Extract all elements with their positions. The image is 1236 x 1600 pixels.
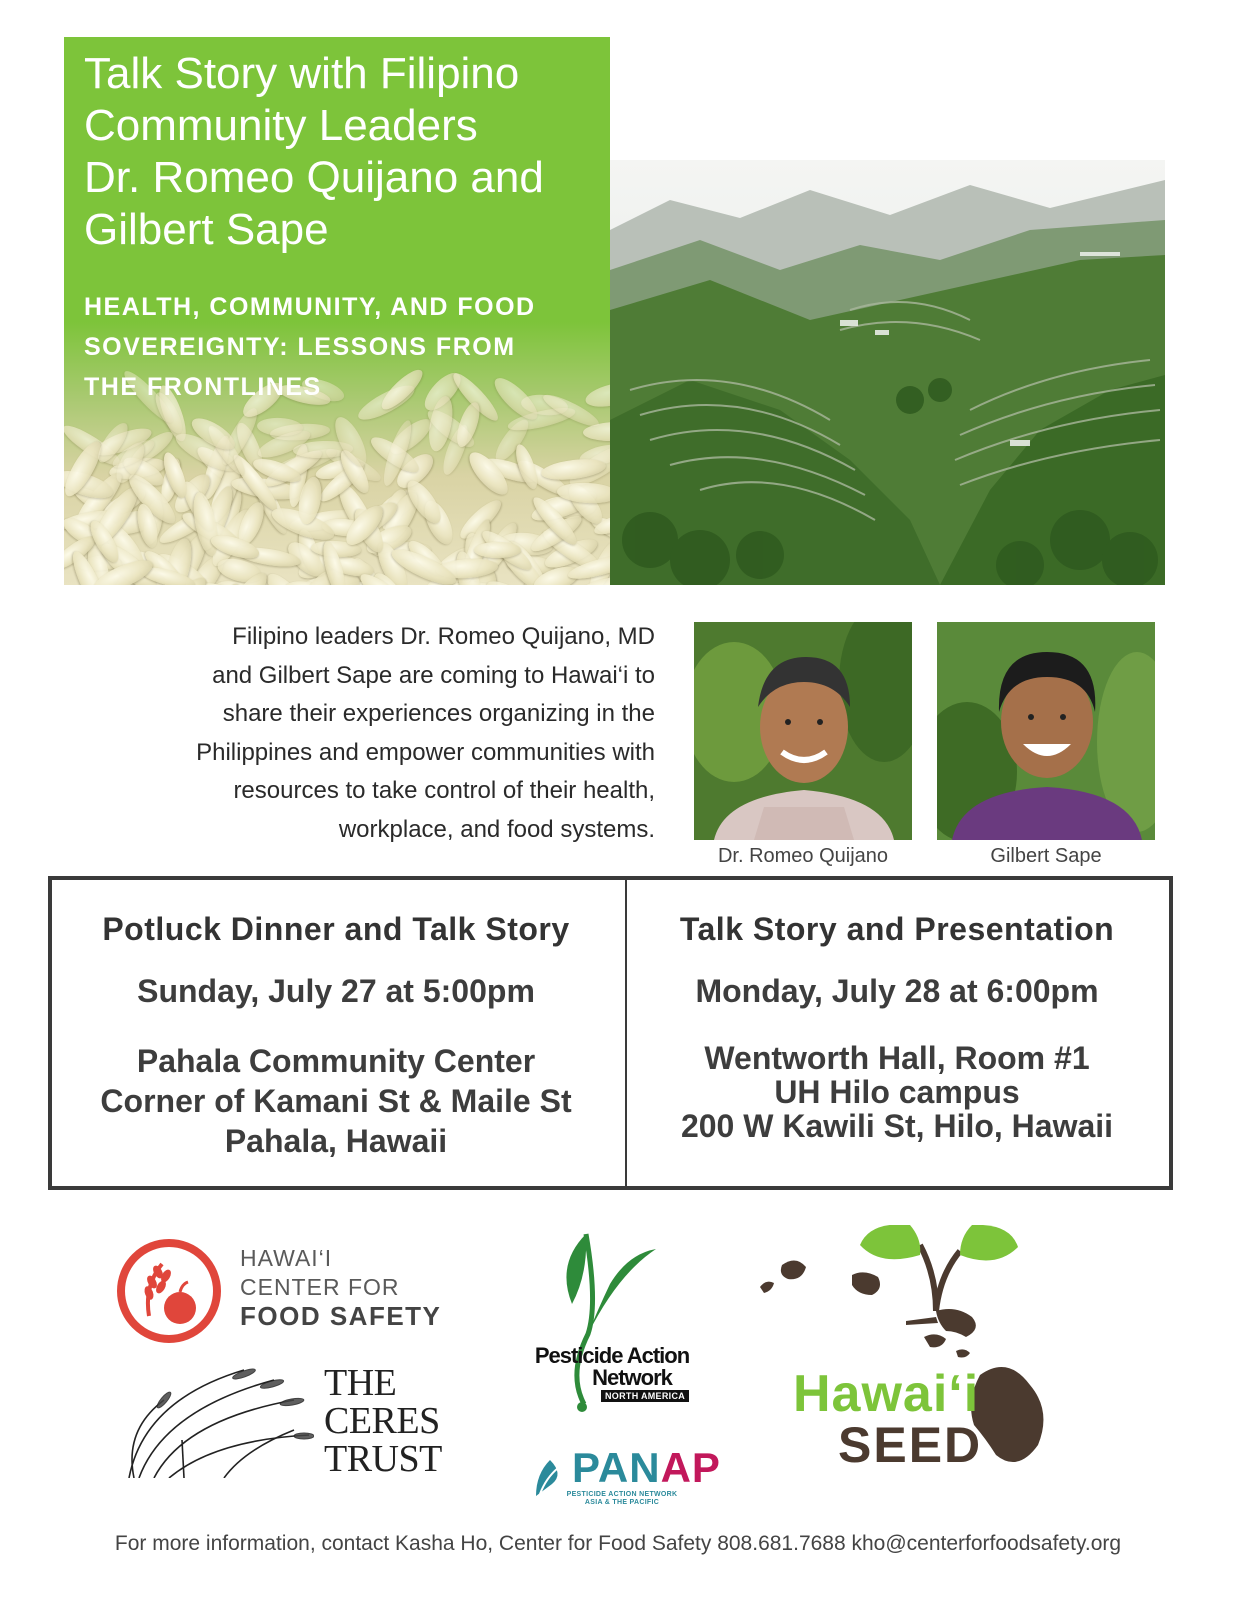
intro-line: workplace, and food systems. [338,815,655,843]
portrait-caption-quijano: Dr. Romeo Quijano [717,845,889,867]
panap-sub-line: ASIA & THE PACIFIC [584,1499,660,1506]
intro-line: share their experiences organizing in the [222,700,655,727]
event-title: Potluck Dinner and Talk Story [102,911,570,947]
event-location-line: Pahala, Hawaii [224,1123,448,1159]
event-date: Sunday, July 27 at 5:00pm [137,973,535,1009]
hero-subtitle [84,287,604,407]
panap-suffix: AP [660,1444,721,1491]
panap-sub-line: PESTICIDE ACTION NETWORK [566,1491,678,1498]
hero-subtitle-line: HEALTH, COMMUNITY, AND FOOD [84,293,536,321]
cfs-line: CENTER FOR [240,1274,400,1300]
ceres-line: TRUST [324,1438,442,1480]
hero-subtitle-line: SOVEREIGNTY: LESSONS FROM [84,333,516,361]
seed-logo-hawaii: Hawai‘i [793,1365,980,1423]
event-title: Talk Story and Presentation [679,911,1115,947]
intro-line: Philippines and empower communities with [196,738,655,766]
pan-subtitle: NORTH AMERICA [601,1390,689,1402]
portrait-sape [937,622,1155,840]
pan-line: Pesticide Action [534,1343,690,1368]
panap-subtitle [548,1491,696,1507]
pan-logo-text [532,1345,692,1389]
portrait-quijano [694,622,912,840]
intro-paragraph [60,618,655,849]
panap-prefix: PAN [572,1444,661,1491]
event-location [56,1041,616,1161]
pan-line: Network [592,1365,672,1390]
hero-title-line: Community Leaders [84,101,478,150]
event-location [617,1041,1177,1143]
rice-terraces-photo [610,160,1165,585]
hero-subtitle-line: THE FRONTLINES [84,373,322,401]
hero-title-line: Gilbert Sape [84,205,329,254]
cfs-logo-text [240,1244,441,1331]
event-location-line: Pahala Community Center [136,1043,536,1079]
event-location-line: UH Hilo campus [774,1074,1020,1110]
intro-line: resources to take control of their health, [233,777,655,804]
event-location-line: 200 W Kawili St, Hilo, Hawaii [680,1108,1114,1144]
intro-line: and Gilbert Sape are coming to Hawai‘i to [212,661,655,689]
ceres-line: THE [324,1362,397,1404]
ceres-trust-wheat-art [124,1360,314,1478]
hero-title-line: Dr. Romeo Quijano and [84,153,544,202]
ceres-trust-logo-text [324,1364,442,1478]
seed-logo-seed: SEED [838,1417,983,1473]
hero-title-line: Talk Story with Filipino [84,49,520,98]
footer-contact: For more information, contact Kasha Ho, Center for Food Safety 808.681.7688 kho@centerforfoodsafety.org [114,1532,1122,1555]
portrait-caption-sape: Gilbert Sape [990,845,1102,867]
panap-logo [572,1444,721,1491]
ceres-line: CERES [324,1400,440,1442]
cfs-line: HAWAI‘I [240,1245,333,1271]
event-location-line: Wentworth Hall, Room #1 [704,1040,1090,1076]
intro-line: Filipino leaders Dr. Romeo Quijano, MD [232,623,655,650]
hero-title [84,48,604,256]
event-date: Monday, July 28 at 6:00pm [695,973,1099,1009]
cfs-line: FOOD SAFETY [240,1301,442,1331]
cfs-logo-mark [114,1236,224,1346]
event-location-line: Corner of Kamani St & Maile St [100,1083,572,1119]
